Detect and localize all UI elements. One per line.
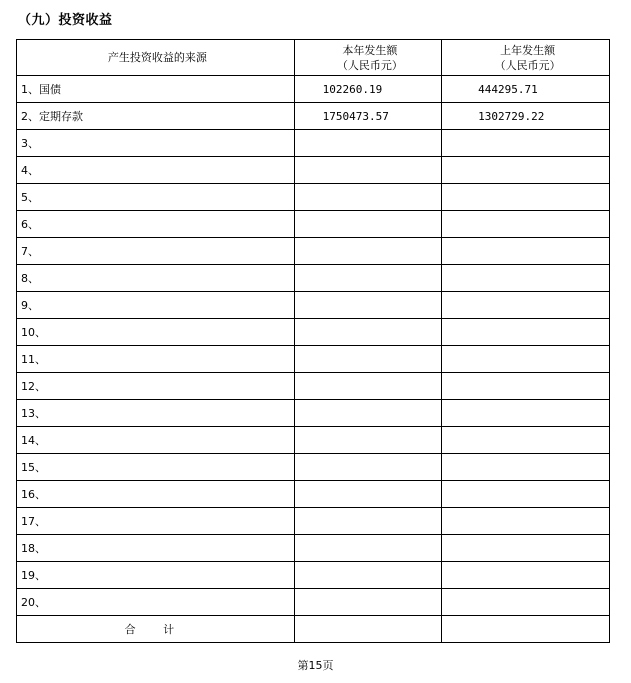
row-current-amount (294, 454, 441, 481)
row-current-amount (294, 346, 441, 373)
table-row (17, 211, 610, 238)
row-label: 14、 (17, 427, 295, 454)
row-label: 8、 (17, 265, 295, 292)
row-current-amount (294, 238, 441, 265)
row-current-amount (294, 373, 441, 400)
row-current-amount (294, 400, 441, 427)
row-prior-amount (442, 400, 610, 427)
row-current-amount (294, 292, 441, 319)
section-title: （九）投资收益 (18, 13, 113, 28)
row-prior-amount (442, 346, 610, 373)
total-prior (442, 616, 610, 643)
row-label: 19、 (17, 562, 295, 589)
table-row (17, 76, 610, 103)
table-row (17, 157, 610, 184)
row-prior-amount (442, 562, 610, 589)
row-label: 9、 (17, 292, 295, 319)
row-label: 18、 (17, 535, 295, 562)
row-label: 1、国债 (17, 76, 295, 103)
row-current-amount (294, 319, 441, 346)
row-prior-amount (442, 454, 610, 481)
table-row (17, 319, 610, 346)
table-row (17, 589, 610, 616)
row-current-amount (294, 562, 441, 589)
table-row (17, 427, 610, 454)
page-number: 第15页 (297, 659, 334, 672)
row-label: 20、 (17, 589, 295, 616)
row-label: 3、 (17, 130, 295, 157)
row-current-amount (294, 481, 441, 508)
row-label: 6、 (17, 211, 295, 238)
table-row (17, 103, 610, 130)
row-current-amount (294, 589, 441, 616)
row-prior-amount: 1302729.22 (442, 103, 610, 130)
table-row (17, 346, 610, 373)
row-label: 16、 (17, 481, 295, 508)
table-row (17, 535, 610, 562)
table-row (17, 454, 610, 481)
row-prior-amount (442, 130, 610, 157)
table-row (17, 481, 610, 508)
table-row (17, 562, 610, 589)
total-current (294, 616, 441, 643)
row-current-amount (294, 427, 441, 454)
header-source: 产生投资收益的来源 (17, 40, 295, 76)
row-label: 12、 (17, 373, 295, 400)
table-row (17, 373, 610, 400)
investment-income-table (16, 39, 610, 643)
row-label: 13、 (17, 400, 295, 427)
row-current-amount (294, 211, 441, 238)
row-prior-amount (442, 373, 610, 400)
row-current-amount (294, 184, 441, 211)
row-label: 2、定期存款 (17, 103, 295, 130)
row-current-amount (294, 508, 441, 535)
table-row (17, 508, 610, 535)
row-label: 4、 (17, 157, 295, 184)
row-label: 15、 (17, 454, 295, 481)
table-header-row (17, 40, 610, 76)
table-row (17, 184, 610, 211)
row-prior-amount (442, 427, 610, 454)
row-current-amount (294, 535, 441, 562)
row-current-amount (294, 265, 441, 292)
row-label: 7、 (17, 238, 295, 265)
row-prior-amount (442, 319, 610, 346)
header-current-year: 本年发生额 （人民币元） (294, 40, 441, 76)
row-prior-amount (442, 292, 610, 319)
row-prior-amount: 444295.71 (442, 76, 610, 103)
table-row (17, 292, 610, 319)
row-prior-amount (442, 508, 610, 535)
total-label: 合 计 (17, 616, 295, 643)
row-prior-amount (442, 184, 610, 211)
row-current-amount (294, 157, 441, 184)
row-prior-amount (442, 157, 610, 184)
row-label: 10、 (17, 319, 295, 346)
row-current-amount: 1750473.57 (294, 103, 441, 130)
table-row (17, 265, 610, 292)
table-row (17, 400, 610, 427)
row-prior-amount (442, 211, 610, 238)
header-prior-year: 上年发生额 （人民币元） (442, 40, 610, 76)
row-label: 11、 (17, 346, 295, 373)
row-prior-amount (442, 481, 610, 508)
table-row (17, 238, 610, 265)
row-current-amount: 102260.19 (294, 76, 441, 103)
row-label: 5、 (17, 184, 295, 211)
row-prior-amount (442, 589, 610, 616)
table-row (17, 130, 610, 157)
total-row (17, 616, 610, 643)
row-prior-amount (442, 238, 610, 265)
row-prior-amount (442, 535, 610, 562)
row-prior-amount (442, 265, 610, 292)
row-label: 17、 (17, 508, 295, 535)
row-current-amount (294, 130, 441, 157)
